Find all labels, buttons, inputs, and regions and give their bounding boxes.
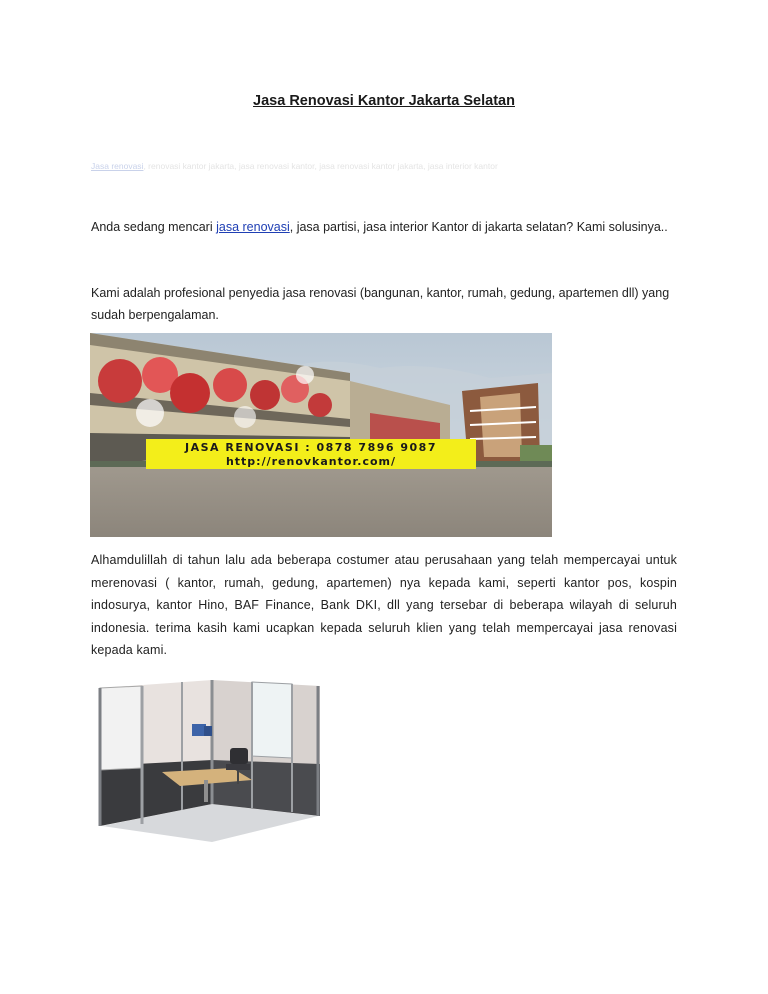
intro-text-before: Anda sedang mencari — [91, 220, 217, 234]
office-partition-photo — [92, 676, 320, 854]
intro-text-after: , jasa partisi, jasa interior Kantor di jakarta selatan? Kami solusinya.. — [289, 220, 668, 234]
building-photo — [90, 333, 552, 537]
tags-text: , renovasi kantor jakarta, jasa renovasi kantor, jasa renovasi kantor jakarta, jasa interior kantor — [143, 161, 498, 171]
intro-paragraph — [91, 220, 691, 234]
banner-phone: JASA RENOVASI : 0878 7896 9087 — [185, 441, 437, 454]
testimonial-paragraph: Alhamdulillah di tahun lalu ada beberapa costumer atau perusahaan yang telah mempercayai untuk merenovasi ( kantor, rumah, gedung, apartemen) nya kepada kami, seperti kantor pos, kospin indosurya, kantor Hino, BAF Finance, Bank DKI, dll yang tersebar di beberapa wilayah di seluruh indonesia. terima kasih kami ucapkan kepada seluruh klien yang telah mempercayai jasa renovasi kepada kami. — [91, 553, 677, 657]
tags-link[interactable]: Jasa renovasi — [91, 161, 144, 171]
document-title: Jasa Renovasi Kantor Jakarta Selatan — [253, 93, 515, 109]
jasa-renovasi-link[interactable]: jasa renovasi — [216, 220, 290, 234]
tags-line — [91, 161, 681, 171]
about-paragraph: Kami adalah profesional penyedia jasa renovasi (bangunan, kantor, rumah, gedung, apartemen dll) yang sudah berpengalaman. — [91, 286, 670, 322]
banner-url: http://renovkantor.com/ — [225, 455, 397, 468]
